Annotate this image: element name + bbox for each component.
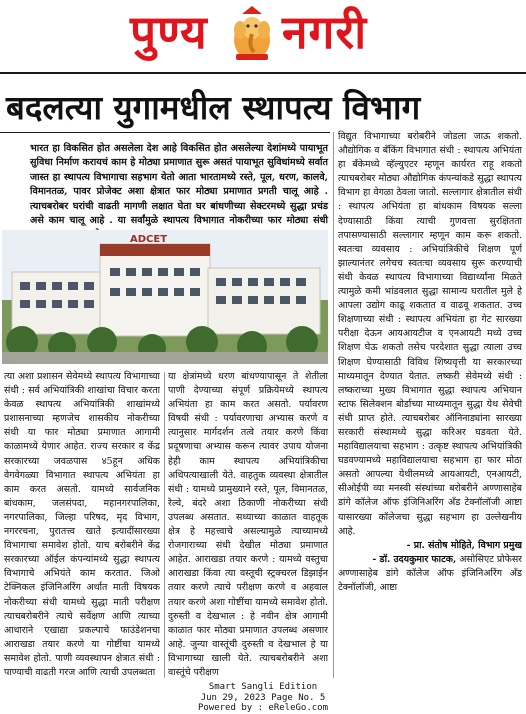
headline-rule	[0, 132, 330, 133]
signature-author-2-role: असोसिएट प्रोफेसर	[459, 553, 522, 565]
column-2-text: या क्षेत्रांमध्ये धरण बांधण्यापासून ते शेतीला पाणी देण्याच्या संपूर्ण प्रक्रियेमध्ये स्थापत्य अभियंता हा काम करत असतो. पर्यावरण विषयी संधी : पर्यावरणाचा अभ्यास करणे व त्यानुसार मार्गदर्शन तत्वे तयार करणे किंवा प्रदूषणाचा अभ्यास करून त्यावर उपाय योजना हेही काम स्थापत्य अभियांत्रिकीचा अधिपत्याखाली येते. वाहतुक व्यवस्था क्षेत्रातील संधी : यामध्ये प्रामुख्याने रस्ते, पूल, विमानतळ, रेल्वे, बंदरे अशा ठिकाणी नोकरीच्या संधी उपलब्ध असतात. सध्याच्या काळात वाहतूक क्षेत्र हे महत्त्वाचे असल्यामुळे त्याच्यामध्ये रोजगाराच्या संधी देखील मोठ्या प्रमाणात आहेत. आराखडा तयार करणे : यामध्ये वस्तुचा आराखडा किंवा त्या वस्तूची स्ट्रक्चरल डिझाईन तयार करणे त्याचे परीक्षण करणे व अहवाल तयार करणे अशा गोष्टींचा यामध्ये समावेश होतो. दुरुस्ती व देखभाल : हे नवीन क्षेत्र आगामी काळात फार मोठ्या प्रमाणात उपलब्ध असणार आहे. जुन्या वास्तूंची दुरुस्ती व देखभाल हे या विभागाच्या खाली येते. त्याचबरोबरीने अशा वास्तूंचे परीक्षण	[168, 371, 328, 678]
footer-edition: Smart Sangli Edition	[208, 682, 318, 692]
column-3-text: विद्युत विभागाच्या बरोबरीने जोडला जाऊ शकतो. औद्योगिक व बँकिंग विभागात संधी : स्थापत्य अभियंता हा बँकेमध्ये व्हॅल्युएटर म्हणून कार्यरत राहू शकतो त्याचबरोबर मोठ्या औद्योगिक कंपन्यांकडे सुद्धा स्थापत्य विभाग हा वेगळा ठेवला जातो. सल्लागार क्षेत्रातील संधी : स्थापत्य अभियंता हा बांधकाम विषयक सल्ला देण्यासाठी किंवा त्याची गुणवत्ता सुरक्षितता तपासण्यासाठी सल्लागार म्हणून काम करू शकतो. स्वतःचा व्यवसाय : अभियांत्रिकीचे शिक्षण पूर्ण झाल्यानंतर लगेचच स्वतःचा व्यवसाय सुरू करण्याची संधी केवळ स्थापत्य विभागाच्या विद्यार्थ्यांना मिळते त्यामुळे कमी भांडवलात सुद्धा सामान्य घरातील मुले हे आपला उद्योग काढू शकतात व वाढवू शकतात. उच्च शिक्षणाच्या संधी : स्थापत्य अभियंता हा गेट सारख्या परीक्षा देऊन आयआयटीज व एनआयटी मध्ये उच्च शिक्षण घेऊ शकतो तसेच परदेशात सुद्धा त्याला उच्च शिक्षण घेण्यासाठी विविध शिष्यवृत्ती या सरकारच्या माध्यमातून देण्यात येतात. लष्करी सेवेमध्ये संधी : लष्कराच्या मुख्य विभागात सुद्धा स्थापत्य अभियान स्टाफ सिलेक्शन बोर्डाच्या माध्यमातून सुद्धा येथ सेवेची संधी प्राप्त होते. त्याचबरोबर ऑनिनाड्यांना सारख्या सरकारी संस्थामध्ये सुद्धा करिअर घडवता येते. महाविद्यालयाचा सहभाग : उत्कृष्ट स्थापत्य अभियांत्रिकी घडवण्यामध्ये महाविद्यालयाचा सहभाग हा फार मोठा असतो आपल्या येथीलमध्ये आयआयटी, एनआयटी, सीओईपी व्या मनस्वी संस्थांच्या बरोबरीने अण्णासाहेब डांगे कॉलेज ऑफ इंजिनिअरिंग अँड टेक्नॉलॉजी आष्टा यासारख्या कॉलेजचा सुद्धा सहभाग हा उल्लेखनीय आहे.	[338, 131, 522, 537]
photo-sign: ADCET	[130, 234, 168, 245]
college-photo	[2, 230, 328, 364]
footer-date-page: Jun 29, 2023 Page No. 5	[200, 692, 326, 703]
headline: बदलत्या युगामधील स्थापत्य विभाग	[6, 88, 421, 127]
masthead-rule	[0, 72, 526, 74]
column-divider	[333, 132, 334, 678]
masthead-name-left: पुण्य	[130, 5, 208, 59]
article-column-1	[4, 370, 160, 678]
article-column-3	[338, 130, 522, 680]
column-divider	[164, 372, 165, 678]
masthead-name-right: नगरी	[282, 5, 368, 59]
article-lead: भारत हा विकसित होत असलेला देश आहे विकसित होत असलेल्या देशांमध्ये पायाभूत सुविधा निर्माण करायचं काम हे मोठ्या प्रमाणात सुरू असतं पायाभूत सुविधांमध्ये सर्वात जास्त हा स्थापत्य विभागाचा सहभाग येतो आता भारतामध्ये रस्ते, पूल, धरण, कालवे, विमानतळ, पावर प्रोजेक्ट अशा क्षेत्रात फार मोठ्या प्रमाणात प्रगती चालू आहे . त्याचबरोबर घरांची वाढती मागणी लक्षात घेता घर बांधणीच्या सेक्टरमध्ये सुद्धा प्रचंड असे काम चालू आहे . या सर्वांमुळे स्थापत्य विभागात नोकरीच्या फार मोठ्या संधी	[30, 143, 328, 227]
footer-powered-by: Powered by : eReleGo.com	[197, 703, 329, 713]
signature-author-2: - डॉ. उदयकुमार फाटक,	[372, 553, 457, 565]
signature-author-1: - प्रा. संतोष मोहिते, विभाग प्रमुख	[406, 539, 522, 551]
ganesh-icon	[228, 6, 276, 62]
signature-college: अण्णासाहेब डांगे कॉलेज ऑफ इंजिनिअरिंग अँड टेक्नॉलॉजी, आष्टा	[338, 567, 522, 593]
article-column-2	[168, 370, 328, 678]
masthead	[0, 0, 526, 68]
page-footer	[0, 682, 526, 714]
column-1-text: त्या अशा प्रशासन सेवेमध्ये स्थापत्य विभागाच्या संधी : सर्व अभियांत्रिकी शाखांचा विचार करता केवळ स्थापत्य अभियांत्रिकी शाखांमध्ये प्रशासनाच्या म्हणजेच शासकीय नोकरीच्या संधी या फार मोठ्या प्रमाणात आगामी काळामध्ये येणार आहेत. राज्य सरकार व केंद्र सरकारच्या जवळपास ४5हून अधिक वेगवेगळ्या विभागात स्थापत्य अभियंता हा काम करत असतो. यामध्ये सार्वजनिक बांधकाम, जलसंपदा, महानगरपालिका, नगरपालिका, जिल्हा परिषद, मृद विभाग, नगररचना, पुरातत्त्व खाते इत्यादींसारख्या विभागाचा समावेश होतो. याच बरोबरीने केंद्र सरकारच्या ऑईल कंपन्यांमध्ये सुद्धा स्थापत्य विभागाचे अभियंते काम करतात. जिओ टेक्निकल इंजिनिअरिंग अर्थात माती विषयक नोकरीच्या संधी यामध्ये सुद्धा माती परीक्षण त्याचबरोबरीने त्याचे सर्वेक्षण आणि त्याच्या आधाराने एखाद्या प्रकल्पाचे फाउंडेशनचा आराखडा तयार करणे या गोष्टींचा यामध्ये समावेश होतो. पाणी व्यवस्थापन क्षेत्रात संधी : पाण्याची वाढती गरज आणि त्याची उपलब्धता	[4, 371, 160, 678]
